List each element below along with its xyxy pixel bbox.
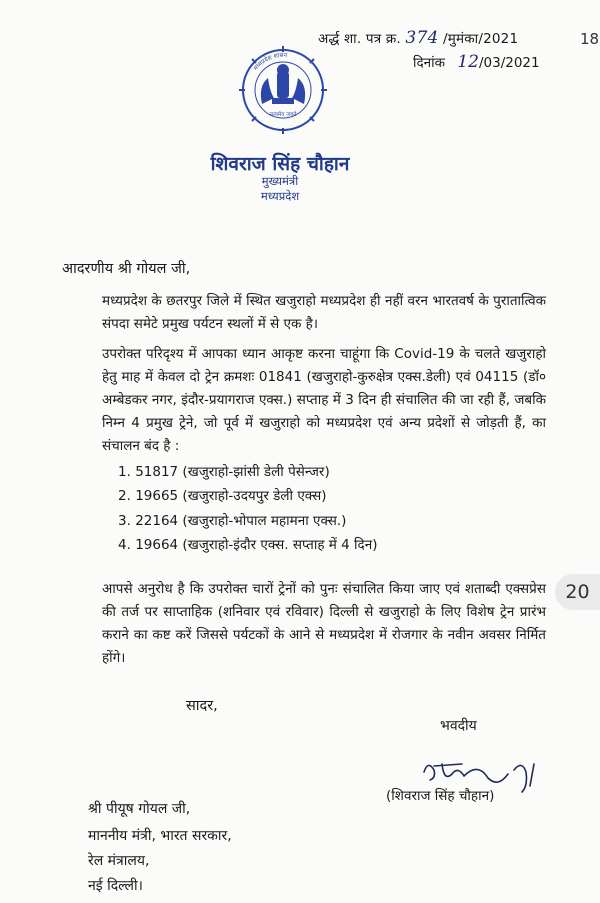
reference-number: 374 xyxy=(405,28,439,48)
sender-name: शिवराज सिंह चौहान xyxy=(210,153,350,175)
list-item: 1. 51817 (खजुराहो-झांसी डेली पेसेन्जर) xyxy=(118,464,330,480)
paragraph-context: उपरोक्त परिदृश्य में आपका ध्यान आकृष्ट करना चाहूंगा कि Covid-19 के चलते खजुराहो हेतु माह में केवल दो ट्रेन क्रमशः 01841 (खजुराहो-कुरुक्षेत्र एक्स.डेली) एवं 04115 (डॉ० अम्बेडकर नगर, इंदौर-प्रयागराज एक्स.) सप्ताह में 3 दिन ही संचालित की जा रही हैं, जबकि निम्न 4 प्रमुख ट्रेने, जो पूर्व में खजुराहो को मध्यप्रदेश एवं अन्य प्रदेशों से जोड़ती हैं, का संचालन बंद है : xyxy=(102,346,546,454)
sender-state: मध्यप्रदेश xyxy=(260,189,300,203)
page-side-tab[interactable]: 20 xyxy=(555,574,600,610)
list-item: 3. 22164 (खजुराहो-भोपाल महामना एक्स.) xyxy=(118,512,347,529)
recipient-line: माननीय मंत्री, भारत सरकार, xyxy=(88,828,232,844)
list-item: 4. 19664 (खजुराहो-इंदौर एक्स. सप्ताह में 4 दिन) xyxy=(118,536,378,553)
closing-regards: सादर, xyxy=(186,698,218,714)
paragraph-request: आपसे अनुरोध है कि उपरोक्त चारों ट्रेनों को पुनः संचालित किया जाए एवं शताब्दी एक्सप्रेस की तर्ज पर साप्ताहिक (शनिवार एवं रविवार) दिल्ली से खजुराहो के लिए विशेष ट्रेन प्रारंभ कराने का कष्ट करें जिससे पर्यटकों के आने से मध्यप्रदेश में रोजगार के नवीन अवसर निर्मित होंगे। xyxy=(102,581,546,666)
recipient-line: नई दिल्ली। xyxy=(88,878,143,894)
paragraph-intro: मध्यप्रदेश के छतरपुर जिले में स्थित खजुराहो मध्यप्रदेश ही नहीं वरन भारतवर्ष के पुरातात्विक संपदा समेटे प्रमुख पर्यटन स्थलों में से एक है। xyxy=(102,293,546,332)
signatory-name: (शिवराज सिंह चौहान) xyxy=(386,788,495,804)
date-label: दिनांक xyxy=(413,55,446,71)
reference-prefix: अर्द्ध शा. पत्र क्र. xyxy=(318,31,401,47)
reference-line xyxy=(318,28,518,48)
recipient-line: रेल मंत्रालय, xyxy=(88,853,150,869)
emblem-motto: सत्यमेव जयते xyxy=(269,112,297,118)
closing-yours: भवदीय xyxy=(440,718,477,734)
train-list xyxy=(118,460,377,557)
date-line xyxy=(413,52,540,72)
salutation: आदरणीय श्री गोयल जी, xyxy=(62,261,191,277)
list-item: 2. 19665 (खजुराहो-उदयपुर डेली एक्स) xyxy=(118,488,327,505)
date-rest: /03/2021 xyxy=(478,55,540,71)
reference-suffix: /मुमंका/2021 xyxy=(442,31,519,47)
emblem-ring-text: मध्यप्रदेश शासन xyxy=(252,51,288,72)
recipient-line: श्री पीयूष गोयल जी, xyxy=(88,801,191,817)
date-day: 12 xyxy=(457,52,479,72)
sender-title: मुख्यमंत्री xyxy=(261,174,299,188)
page-edge-number: 18 xyxy=(580,30,600,48)
state-emblem xyxy=(238,42,328,138)
